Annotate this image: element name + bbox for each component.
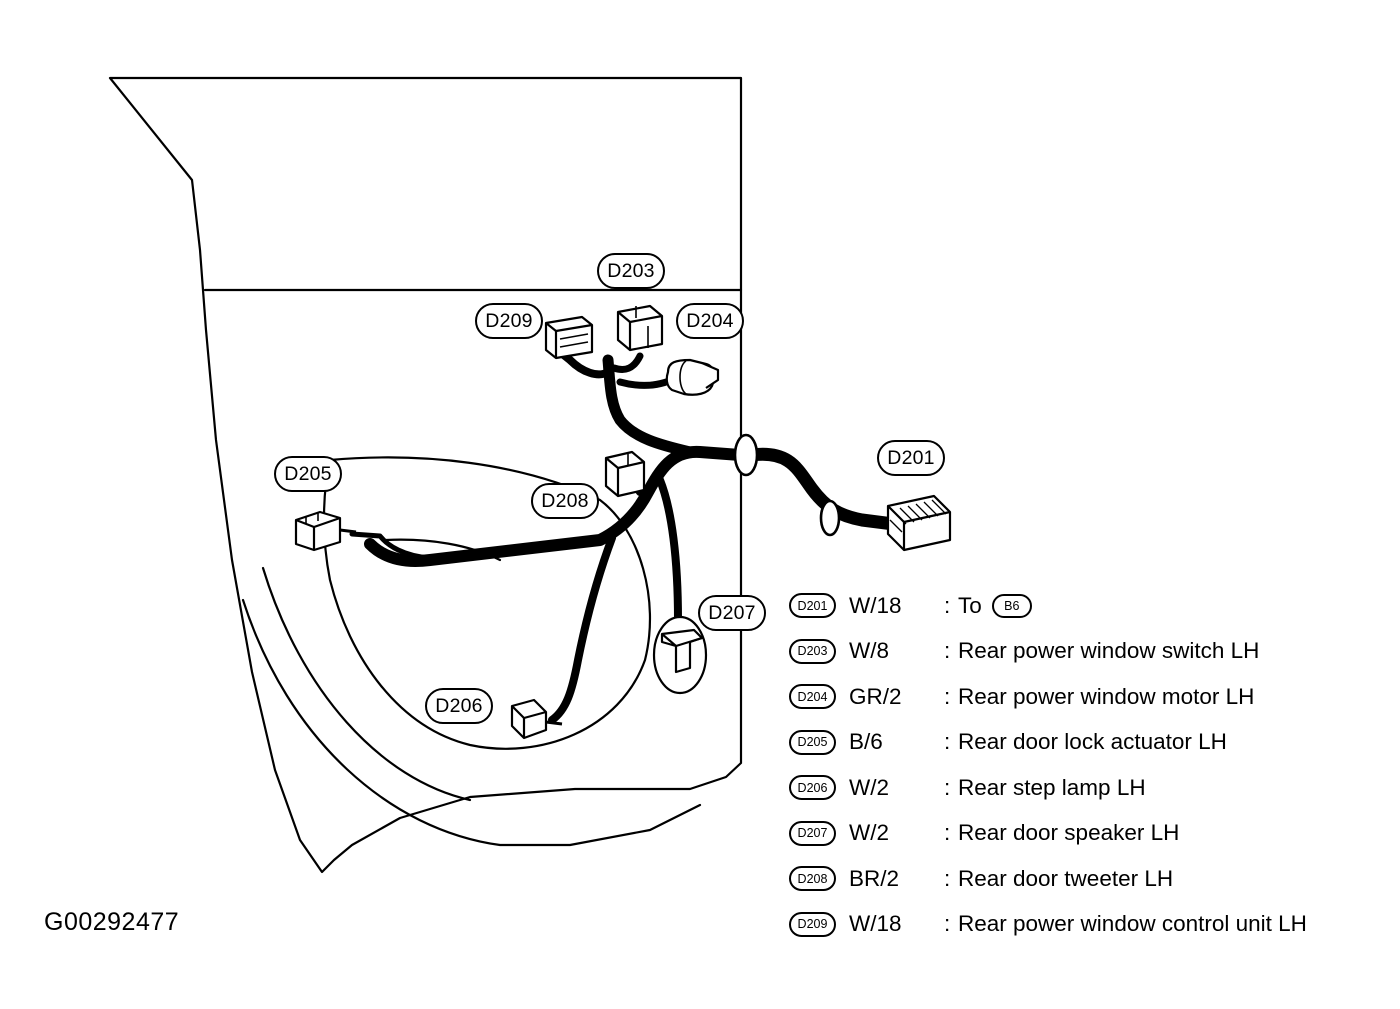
harness-branch-d203 <box>614 356 640 370</box>
legend-code-bubble-label: D206 <box>797 780 828 795</box>
callout-label: D205 <box>284 462 332 485</box>
legend-row <box>789 583 1389 629</box>
legend-description-text: To <box>958 592 982 618</box>
legend-code-bubble-label: D203 <box>797 644 828 659</box>
callout-d208[interactable] <box>531 483 599 519</box>
legend-row <box>789 674 1389 720</box>
legend-row <box>789 856 1389 902</box>
legend-reference-label: B6 <box>1004 598 1020 613</box>
callout-d201[interactable] <box>877 440 945 476</box>
legend-description <box>944 866 1173 892</box>
inner-panel-contour-1 <box>263 568 470 800</box>
legend-wire-spec: GR/2 <box>849 683 902 709</box>
callout-d204[interactable] <box>676 303 744 339</box>
legend-reference-bubble[interactable] <box>992 594 1032 618</box>
legend-code-bubble-label: D207 <box>797 826 828 841</box>
legend-code-bubble-label: D205 <box>797 735 828 750</box>
door-outline <box>110 78 741 872</box>
legend-separator: : <box>944 729 951 755</box>
legend-code-bubble-label: D204 <box>797 689 828 704</box>
legend-description-text: Rear door tweeter LH <box>958 865 1174 891</box>
callout-d205[interactable] <box>274 456 342 492</box>
legend-wire-spec: B/6 <box>849 729 883 755</box>
callout-label: D204 <box>686 309 734 332</box>
connector-d207 <box>654 617 706 693</box>
legend-wire-spec: BR/2 <box>849 865 900 891</box>
connector-d208 <box>606 452 644 496</box>
legend-description <box>944 775 1146 801</box>
legend-bubble-d206 <box>789 775 836 800</box>
legend-separator: : <box>944 865 951 891</box>
legend-description-text: Rear door lock actuator LH <box>958 729 1227 755</box>
legend-row <box>789 720 1389 766</box>
legend-wire-spec: W/2 <box>849 820 890 846</box>
legend-separator: : <box>944 683 951 709</box>
callout-label: D207 <box>708 601 756 624</box>
figure-id: G00292477 <box>44 908 180 936</box>
callout-label: D203 <box>607 259 655 282</box>
callout-d209[interactable] <box>475 303 543 339</box>
legend-description-text: Rear power window switch LH <box>958 638 1260 664</box>
legend-separator: : <box>944 592 951 618</box>
legend-row <box>789 902 1389 948</box>
legend-bubble-d207 <box>789 821 836 846</box>
legend-wire-spec: W/8 <box>849 638 890 664</box>
legend-description <box>944 820 1179 846</box>
legend-description <box>944 684 1254 710</box>
connector-d205 <box>296 512 356 550</box>
callout-d207[interactable] <box>698 595 766 631</box>
legend-description-text: Rear power window motor LH <box>958 683 1255 709</box>
callout-label: D208 <box>541 489 589 512</box>
legend-separator: : <box>944 911 951 937</box>
grommet-body-panel <box>735 435 757 475</box>
legend-separator: : <box>944 638 951 664</box>
callout-label: D201 <box>887 446 935 469</box>
legend-separator: : <box>944 774 951 800</box>
legend-description-text: Rear power window control unit LH <box>958 911 1307 937</box>
legend-wire-spec: W/18 <box>849 911 902 937</box>
legend-description <box>944 593 1032 619</box>
grommet-connector-d201 <box>821 501 839 535</box>
legend-bubble-d208 <box>789 866 836 891</box>
callout-d206[interactable] <box>425 688 493 724</box>
legend-row <box>789 811 1389 857</box>
legend-row <box>789 629 1389 675</box>
legend-bubble-d204 <box>789 684 836 709</box>
legend-bubble-d203 <box>789 639 836 664</box>
legend-wire-spec: W/18 <box>849 592 902 618</box>
connector-d204 <box>667 360 718 395</box>
legend-description <box>944 911 1307 937</box>
connector-d201 <box>888 496 950 550</box>
legend-separator: : <box>944 820 951 846</box>
legend-wire-spec: W/2 <box>849 774 890 800</box>
legend-code-bubble-label: D201 <box>797 598 828 613</box>
legend-bubble-d205 <box>789 730 836 755</box>
harness-branch-d207 <box>660 480 678 620</box>
legend-code-bubble-label: D208 <box>797 871 828 886</box>
legend-bubble-d209 <box>789 912 836 937</box>
legend-description-text: Rear step lamp LH <box>958 774 1146 800</box>
connector-legend <box>789 583 1389 947</box>
connector-d203 <box>618 306 662 350</box>
legend-description <box>944 729 1227 755</box>
harness-branch-d206 <box>552 538 612 720</box>
callout-label: D206 <box>435 694 483 717</box>
callout-d203[interactable] <box>597 253 665 289</box>
legend-description-text: Rear door speaker LH <box>958 820 1180 846</box>
legend-description <box>944 638 1259 664</box>
legend-code-bubble-label: D209 <box>797 917 828 932</box>
legend-row <box>789 765 1389 811</box>
callout-label: D209 <box>485 309 533 332</box>
legend-bubble-d201 <box>789 593 836 618</box>
connector-d209 <box>546 317 592 358</box>
